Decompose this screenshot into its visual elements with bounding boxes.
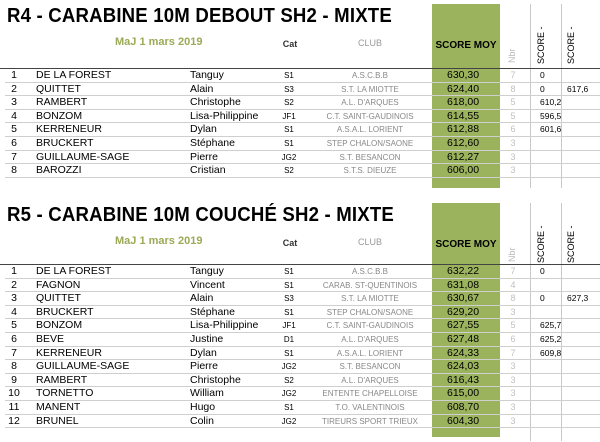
ranking-table (0, 265, 600, 428)
category-cell: S3 (284, 294, 294, 304)
nbr-cell: 3 (510, 151, 516, 162)
update-date: MaJ 1 mars 2019 (115, 235, 203, 247)
score-moy-cell: 630,30 (447, 69, 480, 81)
header-club: CLUB (357, 237, 382, 247)
last-name-cell: DE LA FOREST (36, 69, 112, 81)
score-moy-cell: 630,67 (447, 292, 480, 305)
club-cell: C.T. SAINT-GAUDINOIS (326, 321, 414, 331)
score-1-cell: 596,5 (540, 110, 562, 121)
last-name-cell: BRUNEL (36, 414, 79, 427)
score-moy-cell: 616,43 (447, 373, 480, 386)
nbr-cell: 5 (510, 97, 516, 108)
score-moy-cell: 627,48 (447, 332, 480, 345)
header-score-2: SCORE - (566, 225, 576, 263)
score-moy-cell: 608,70 (447, 400, 480, 413)
category-cell: S1 (284, 125, 294, 135)
header-cat: Cat (282, 39, 298, 49)
score-moy-cell: 627,55 (447, 319, 480, 332)
table-row (0, 279, 600, 293)
nbr-cell: 3 (510, 374, 516, 385)
category-cell: S1 (284, 307, 294, 317)
first-name-cell: Dylan (190, 123, 217, 136)
score-1-cell: 625,2 (540, 333, 562, 344)
first-name-cell: Alain (190, 82, 214, 95)
last-name-cell: TORNETTO (36, 387, 94, 400)
club-cell: S.T. BESANCON (339, 152, 401, 162)
club-cell: TIREURS SPORT TRIEUX (321, 416, 419, 426)
club-cell: T.O. VALENTINOIS (335, 402, 405, 412)
category-cell: JG2 (281, 389, 297, 399)
table-row (0, 415, 600, 429)
rank-cell: 4 (11, 109, 17, 122)
category-cell: S2 (284, 98, 294, 108)
rank-cell: 1 (11, 265, 17, 277)
score-moy-cell: 604,30 (447, 414, 480, 427)
first-name-cell: Colin (190, 414, 214, 427)
category-cell: JG2 (281, 152, 297, 162)
score-1-cell: 0 (540, 266, 545, 276)
score-1-cell: 0 (540, 293, 545, 304)
score-moy-cell: 612,27 (447, 150, 480, 163)
category-cell: S1 (284, 267, 294, 276)
last-name-cell: GUILLAUME-SAGE (36, 360, 130, 373)
rank-cell: 2 (11, 278, 17, 291)
nbr-cell: 4 (510, 279, 516, 290)
last-name-cell: RAMBERT (36, 373, 88, 386)
score-moy-cell: 631,08 (447, 278, 480, 291)
score-moy-cell: 624,40 (447, 82, 480, 95)
category-cell: S1 (284, 71, 294, 80)
category-cell: S2 (284, 166, 294, 176)
nbr-cell: 3 (510, 401, 516, 412)
club-cell: S.T.S. DIEUZE (343, 166, 397, 176)
first-name-cell: Alain (190, 292, 214, 305)
score-moy-cell: 624,33 (447, 346, 480, 359)
section-title: R5 - CARABINE 10M COUCHÉ SH2 - MIXTE (7, 204, 395, 226)
table-row (0, 347, 600, 361)
score-moy-cell: 632,22 (447, 265, 480, 277)
rank-cell: 8 (11, 164, 17, 177)
club-cell: A.S.A.L. LORIENT (336, 348, 404, 358)
last-name-cell: BONZOM (36, 319, 83, 332)
last-name-cell: RAMBERT (36, 96, 88, 109)
nbr-cell: 5 (510, 110, 516, 121)
last-name-cell: BAROZZI (36, 164, 82, 177)
nbr-cell: 3 (510, 306, 516, 317)
club-cell: S.T. BESANCON (339, 362, 401, 372)
club-cell: S.T. LA MIOTTE (341, 84, 399, 94)
header-club: CLUB (357, 38, 382, 48)
table-row (0, 387, 600, 401)
ranking-table (0, 69, 600, 178)
first-name-cell: Tanguy (190, 265, 224, 277)
header-nbr: Nbr (507, 247, 517, 262)
category-cell: S1 (284, 138, 294, 148)
first-name-cell: Justine (190, 332, 224, 345)
nbr-cell: 3 (510, 165, 516, 176)
club-cell: STEP CHALON/SAONE (326, 138, 414, 148)
ranking-section-r4 (0, 0, 600, 196)
first-name-cell: Cristian (190, 164, 226, 177)
category-cell: S2 (284, 375, 294, 385)
last-name-cell: FAGNON (36, 278, 81, 291)
last-name-cell: MANENT (36, 400, 81, 413)
club-cell: A.L. D'ARQUES (341, 375, 399, 385)
last-name-cell: BEVE (36, 332, 65, 345)
table-row (0, 110, 600, 124)
score-1-cell: 609,8 (540, 347, 562, 358)
header-score-2: SCORE - (566, 26, 576, 64)
category-cell: S3 (284, 84, 294, 94)
nbr-cell: 7 (510, 347, 516, 358)
header-cat: Cat (282, 238, 298, 248)
nbr-cell: 3 (510, 361, 516, 372)
club-cell: CARAB. ST-QUENTINOIS (322, 280, 418, 290)
nbr-cell: 3 (510, 388, 516, 399)
table-row (0, 164, 600, 178)
rank-cell: 10 (8, 387, 20, 400)
table-row (0, 333, 600, 347)
rank-cell: 5 (11, 319, 17, 332)
header-nbr: Nbr (507, 48, 517, 63)
club-cell: A.S.C.B.B (351, 267, 388, 276)
rank-cell: 9 (11, 373, 17, 386)
nbr-cell: 8 (510, 293, 516, 304)
table-row (0, 69, 600, 83)
club-cell: S.T. LA MIOTTE (341, 294, 399, 304)
score-1-cell: 0 (540, 70, 545, 80)
first-name-cell: Stéphane (190, 136, 235, 149)
score-1-cell: 0 (540, 83, 545, 94)
rank-cell: 3 (11, 96, 17, 109)
rank-cell: 12 (8, 414, 20, 427)
club-cell: A.S.A.L. LORIENT (336, 125, 404, 135)
category-cell: S1 (284, 280, 294, 290)
nbr-cell: 6 (510, 124, 516, 135)
category-cell: JF1 (282, 321, 296, 331)
nbr-cell: 5 (510, 320, 516, 331)
category-cell: S1 (284, 402, 294, 412)
first-name-cell: Tanguy (190, 69, 224, 81)
table-row (0, 319, 600, 333)
club-cell: A.L. D'ARQUES (341, 98, 399, 108)
nbr-cell: 7 (510, 266, 516, 276)
last-name-cell: GUILLAUME-SAGE (36, 150, 130, 163)
rank-cell: 6 (11, 136, 17, 149)
rank-cell: 8 (11, 360, 17, 373)
table-row (0, 83, 600, 97)
score-moy-cell: 606,00 (447, 164, 480, 177)
club-cell: ENTENTE CHAPELLOISE (322, 389, 418, 399)
score-2-cell: 627,3 (567, 293, 589, 304)
score-1-cell: 601,6 (540, 124, 562, 135)
category-cell: JF1 (282, 111, 296, 121)
category-cell: JG2 (281, 416, 297, 426)
score-1-cell: 625,7 (540, 320, 562, 331)
header-score-moy: SCORE MOY (435, 40, 497, 51)
last-name-cell: BRUCKERT (36, 136, 94, 149)
rank-cell: 5 (11, 123, 17, 136)
club-cell: STEP CHALON/SAONE (326, 307, 414, 317)
ranking-section-r5 (0, 199, 600, 442)
first-name-cell: Vincent (190, 278, 225, 291)
nbr-cell: 7 (510, 70, 516, 80)
table-row (0, 265, 600, 279)
table-row (0, 306, 600, 320)
score-moy-cell: 612,60 (447, 136, 480, 149)
club-cell: A.L. D'ARQUES (341, 334, 399, 344)
club-cell: C.T. SAINT-GAUDINOIS (326, 111, 414, 121)
rank-cell: 1 (11, 69, 17, 81)
score-moy-cell: 614,55 (447, 109, 480, 122)
first-name-cell: Stéphane (190, 305, 235, 318)
nbr-cell: 6 (510, 333, 516, 344)
rank-cell: 3 (11, 292, 17, 305)
first-name-cell: Dylan (190, 346, 217, 359)
table-row (0, 374, 600, 388)
last-name-cell: BONZOM (36, 109, 83, 122)
score-moy-cell: 612,88 (447, 123, 480, 136)
last-name-cell: KERRENEUR (36, 123, 102, 136)
first-name-cell: William (190, 387, 224, 400)
rank-cell: 4 (11, 305, 17, 318)
score-moy-cell: 615,00 (447, 387, 480, 400)
last-name-cell: QUITTET (36, 82, 81, 95)
club-cell: A.S.C.B.B (351, 71, 388, 80)
header-score-1: SCORE - (536, 225, 546, 263)
first-name-cell: Christophe (190, 373, 241, 386)
rank-cell: 7 (11, 346, 17, 359)
last-name-cell: QUITTET (36, 292, 81, 305)
table-row (0, 401, 600, 415)
table-row (0, 360, 600, 374)
first-name-cell: Lisa-Philippine (190, 319, 259, 332)
first-name-cell: Lisa-Philippine (190, 109, 259, 122)
table-row (0, 123, 600, 137)
table-row (0, 151, 600, 165)
rank-cell: 2 (11, 82, 17, 95)
update-date: MaJ 1 mars 2019 (115, 36, 203, 48)
header-score-1: SCORE - (536, 26, 546, 64)
rank-cell: 6 (11, 332, 17, 345)
last-name-cell: KERRENEUR (36, 346, 102, 359)
rank-cell: 11 (8, 400, 20, 413)
last-name-cell: DE LA FOREST (36, 265, 112, 277)
nbr-cell: 3 (510, 137, 516, 148)
table-row (0, 137, 600, 151)
rank-cell: 7 (11, 150, 17, 163)
header-score-moy: SCORE MOY (435, 239, 497, 250)
score-1-cell: 610,2 (540, 97, 562, 108)
category-cell: JG2 (281, 362, 297, 372)
category-cell: D1 (283, 334, 295, 344)
first-name-cell: Pierre (190, 360, 219, 373)
nbr-cell: 3 (510, 415, 516, 426)
first-name-cell: Pierre (190, 150, 219, 163)
section-title: R4 - CARABINE 10M DEBOUT SH2 - MIXTE (7, 5, 392, 27)
table-row (0, 292, 600, 306)
last-name-cell: BRUCKERT (36, 305, 94, 318)
score-moy-cell: 618,00 (447, 96, 480, 109)
first-name-cell: Hugo (190, 400, 216, 413)
category-cell: S1 (284, 348, 294, 358)
nbr-cell: 8 (510, 83, 516, 94)
table-row (0, 96, 600, 110)
score-2-cell: 617,6 (567, 83, 589, 94)
score-moy-cell: 624,03 (447, 360, 480, 373)
score-moy-cell: 629,20 (447, 305, 480, 318)
first-name-cell: Christophe (190, 96, 241, 109)
